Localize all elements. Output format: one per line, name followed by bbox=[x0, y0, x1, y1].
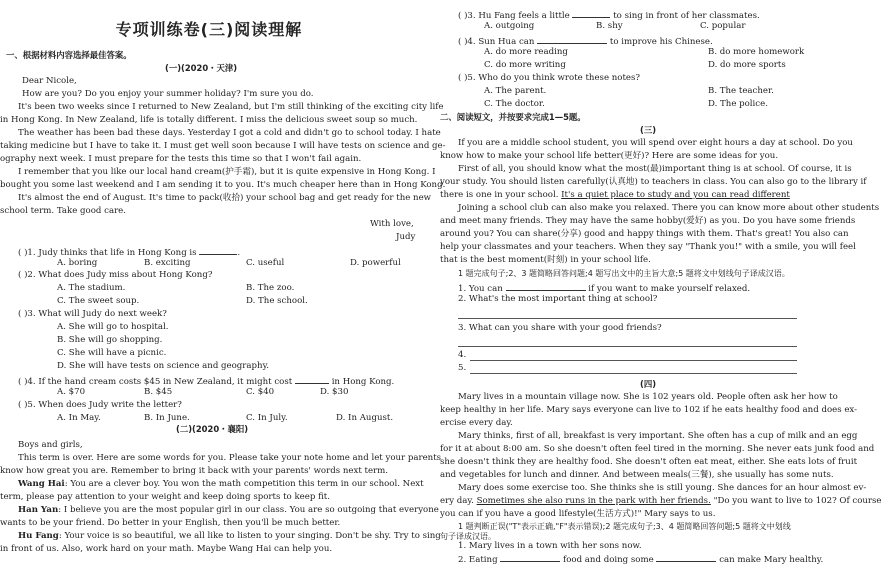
notes-line: wants to be your friend. Do better in your English, then you'll be much better. bbox=[0, 518, 341, 528]
notes-line: know how great you are. Remember to bring it back with your parents' words next term. bbox=[0, 466, 389, 476]
fill-question-1: 1. You can if you want to make yourself relaxed. bbox=[458, 281, 750, 295]
instructions: 句子译成汉语。 bbox=[440, 532, 496, 541]
answer-line[interactable] bbox=[458, 318, 797, 319]
notes-line: Han Yan: I believe you are the most popular girl in our class. You are so outgoing that everyone bbox=[18, 505, 439, 515]
letter-line: The weather has been bad these days. Yesterday I got a cold and didn't go to school today. I hate bbox=[18, 128, 441, 138]
passage-line: ery day. Sometimes she also runs in the park with her friends. "Do you want to live to 102? Of course bbox=[440, 496, 882, 506]
letter-line: in Hong Kong. In New Zealand, life is totally different. I miss the delicious sweet soup so much. bbox=[0, 115, 418, 125]
passage-line: Mary lives in a mountain village now. She is 102 years old. People often ask her how to bbox=[458, 392, 838, 402]
option[interactable]: C. In July. bbox=[246, 413, 288, 423]
letter-line: It's been two weeks since I returned to New Zealand, but I'm still thinking of the exciting city life bbox=[18, 102, 444, 112]
notes-line: Wang Hai: You are a clever boy. You won the math competition this term in our school. Next bbox=[18, 479, 424, 489]
letter-closing: With love, bbox=[370, 219, 414, 229]
passage-2-heading: (二)(2020・襄阳) bbox=[176, 424, 249, 434]
letter-line: taking medicine but I have to take it. I must get well soon because I will have tests on science and ge- bbox=[0, 141, 446, 151]
passage-line: and meet many friends. They may have the same hobby(爱好) as you. Do you have some friends bbox=[440, 216, 856, 226]
option[interactable]: A. boring bbox=[57, 258, 98, 268]
passage-line: ercise every day. bbox=[440, 418, 513, 428]
left-page bbox=[0, 0, 446, 554]
letter-line: It's almost the end of August. It's time to pack(收拾) your school bag and get ready for the new bbox=[18, 193, 432, 203]
letter-line: bought you some last weekend and I am sending it to you. It's much cheaper here than in Hong Kong. bbox=[0, 180, 446, 190]
passage-line: that is the best moment(时刻) in your school life. bbox=[440, 255, 651, 265]
fill-question-5: 5. bbox=[458, 363, 467, 373]
answer-blank[interactable] bbox=[506, 281, 586, 291]
passage-line: If you are a middle school student, you will spend over eight hours a day at school. Do you bbox=[458, 138, 853, 148]
passage-4-heading: (四) bbox=[640, 379, 657, 389]
answer-line[interactable] bbox=[458, 346, 797, 347]
option[interactable]: A. The parent. bbox=[484, 86, 547, 96]
option[interactable]: B. do more homework bbox=[708, 47, 805, 57]
letter-line: Dear Nicole, bbox=[22, 76, 77, 86]
question-2: ( )2. What does Judy miss about Hong Kong? bbox=[18, 270, 213, 280]
option[interactable]: D. $30 bbox=[320, 387, 349, 397]
passage-line: and vegetables for lunch and dinner. And between meals(三餐), she usually has some nuts. bbox=[440, 470, 834, 480]
passage-line: there is one in your school. It's a quiet place to study and you can read different bbox=[440, 190, 790, 200]
notes-line: in front of us. Also, work hard on your math. Maybe Wang Hai can help you. bbox=[0, 544, 333, 554]
fill-question-4: 4. bbox=[458, 350, 467, 360]
section-2-heading: 二、阅读短文，并按要求完成1—5题。 bbox=[440, 112, 586, 122]
option[interactable]: C. useful bbox=[246, 258, 285, 268]
option[interactable]: C. popular bbox=[700, 21, 746, 31]
option[interactable]: B. The zoo. bbox=[246, 283, 295, 293]
instructions: 1 题完成句子;2、3 题简略回答问题;4 题写出文中的主旨大意;5 题将文中划线句子译成汉语。 bbox=[458, 269, 790, 278]
notes-line: term, please pay attention to your weight and keep doing sports to keep fit. bbox=[0, 492, 330, 502]
option[interactable]: C. She will have a picnic. bbox=[57, 348, 167, 358]
option[interactable]: D. In August. bbox=[336, 413, 394, 423]
underlined-sentence: Sometimes she also runs in the park with her friends. bbox=[476, 496, 711, 506]
letter-line: How are you? Do you enjoy your summer holiday? I'm sure you do. bbox=[22, 89, 314, 99]
option[interactable]: C. The doctor. bbox=[484, 99, 545, 109]
option[interactable]: B. $45 bbox=[144, 387, 173, 397]
passage-line: around you? You can share(分享) good and happy things with them. That's great! You also can bbox=[440, 229, 849, 239]
option[interactable]: A. In May. bbox=[57, 413, 101, 423]
option[interactable]: A. $70 bbox=[57, 387, 86, 397]
passage-line: know how to make your school life better(更好)? Here are some ideas for you. bbox=[440, 151, 779, 161]
instructions: 1 题判断正误("T"表示正确,"F"表示错误);2 题完成句子;3、4 题简略回答问题;5 题将文中划线 bbox=[458, 522, 791, 531]
option[interactable]: A. do more reading bbox=[484, 47, 568, 57]
letter-line: I remember that you like our local hand cream(护手霜), but it is quite expensive in Hong Kong. I bbox=[18, 167, 436, 177]
notes-line: Hu Fang: Your voice is so beautiful, we all like to listen to your singing. Don't be shy. Try to sing bbox=[18, 531, 441, 541]
letter-line: ography next week. I must prepare for the tests this time so that I won't fail again. bbox=[0, 154, 362, 164]
option[interactable]: B. shy bbox=[596, 21, 623, 31]
option[interactable]: B. exciting bbox=[144, 258, 191, 268]
option[interactable]: B. In June. bbox=[144, 413, 190, 423]
passage-line: you can if you have a good lifestyle(生活方式)!" Mary says to us. bbox=[440, 509, 716, 519]
passage-line: for it at about 8:00 am. So she doesn't often feel tired in the morning. She never eats junk food and bbox=[440, 444, 875, 454]
question-3: ( )3. Hu Fang feels a little to sing in front of her classmates. bbox=[458, 8, 760, 22]
fill-question-2: 2. Eating food and doing some can make Mary healthy. bbox=[458, 552, 823, 566]
question-5: ( )5. Who do you think wrote these notes? bbox=[458, 73, 641, 83]
option[interactable]: D. She will have tests on science and geography. bbox=[57, 361, 270, 371]
option[interactable]: A. The stadium. bbox=[57, 283, 126, 293]
option[interactable]: D. powerful bbox=[350, 258, 401, 268]
passage-line: keep healthy in her life. Mary says everyone can live to 102 if he eats healthy food and does ex- bbox=[440, 405, 858, 415]
section-1-heading: 一、根据材料内容选择最佳答案。 bbox=[6, 50, 132, 60]
fill-question-2: 2. What's the most important thing at school? bbox=[458, 294, 658, 304]
letter-line: school term. Take good care. bbox=[0, 206, 127, 216]
passage-1-heading: (一)(2020・天津) bbox=[165, 63, 238, 73]
option[interactable]: D. The police. bbox=[708, 99, 768, 109]
option[interactable]: C. The sweet soup. bbox=[57, 296, 140, 306]
option[interactable]: A. She will go to hospital. bbox=[57, 322, 169, 332]
passage-line: Joining a school club can also make you relaxed. There you can know more about other students bbox=[458, 203, 880, 213]
option[interactable]: B. She will go shopping. bbox=[57, 335, 163, 345]
fill-question-1: 1. Mary lives in a town with her sons now. bbox=[458, 541, 642, 551]
letter-signer: Judy bbox=[396, 232, 416, 242]
option[interactable]: C. do more writing bbox=[484, 60, 566, 70]
option[interactable]: D. do more sports bbox=[708, 60, 786, 70]
passage-line: your study. You should listen carefully(认真地) to teachers in class. You can also go to the library if bbox=[440, 177, 867, 187]
passage-line: she doesn't think they are healthy food. She doesn't often eat meat, either. She eats lots of fruit bbox=[440, 457, 858, 467]
question-3: ( )3. What will Judy do next week? bbox=[18, 309, 167, 319]
option[interactable]: C. $40 bbox=[246, 387, 275, 397]
passage-line: Mary thinks, first of all, breakfast is very important. She often has a cup of milk and an egg bbox=[458, 431, 858, 441]
question-4: ( )4. If the hand cream costs $45 in New Zealand, it might cost in Hong Kong. bbox=[18, 374, 394, 388]
passage-line: help your classmates and your teachers. When they say "Thank you!" with a smile, you will feel bbox=[440, 242, 856, 252]
option[interactable]: B. The teacher. bbox=[708, 86, 774, 96]
right-page bbox=[430, 0, 882, 565]
passage-line: First of all, you should know what the most(最)important thing is at school. Of course, it is bbox=[458, 164, 852, 174]
notes-line: Boys and girls, bbox=[18, 440, 83, 450]
option[interactable]: D. The school. bbox=[246, 296, 308, 306]
question-1: ( )1. Judy thinks that life in Hong Kong is . bbox=[18, 245, 240, 259]
passage-line: Mary does some exercise too. She thinks she is still young. She dances for an hour almost ev- bbox=[458, 483, 867, 493]
notes-line: This term is over. Here are some words for you. Please take your note home and let your parents bbox=[18, 453, 442, 463]
question-4: ( )4. Sun Hua can to improve his Chinese. bbox=[458, 34, 713, 48]
answer-line[interactable] bbox=[470, 373, 797, 374]
page-title: 专项训练卷(三)阅读理解 bbox=[115, 20, 303, 39]
passage-3-heading: (三) bbox=[640, 125, 657, 135]
fill-question-3: 3. What can you share with your good friends? bbox=[458, 323, 662, 333]
question-5: ( )5. When does Judy write the letter? bbox=[18, 400, 182, 410]
option[interactable]: A. outgoing bbox=[484, 21, 535, 31]
answer-line[interactable] bbox=[470, 360, 797, 361]
underlined-sentence: It's a quiet place to study and you can read different bbox=[561, 190, 790, 200]
